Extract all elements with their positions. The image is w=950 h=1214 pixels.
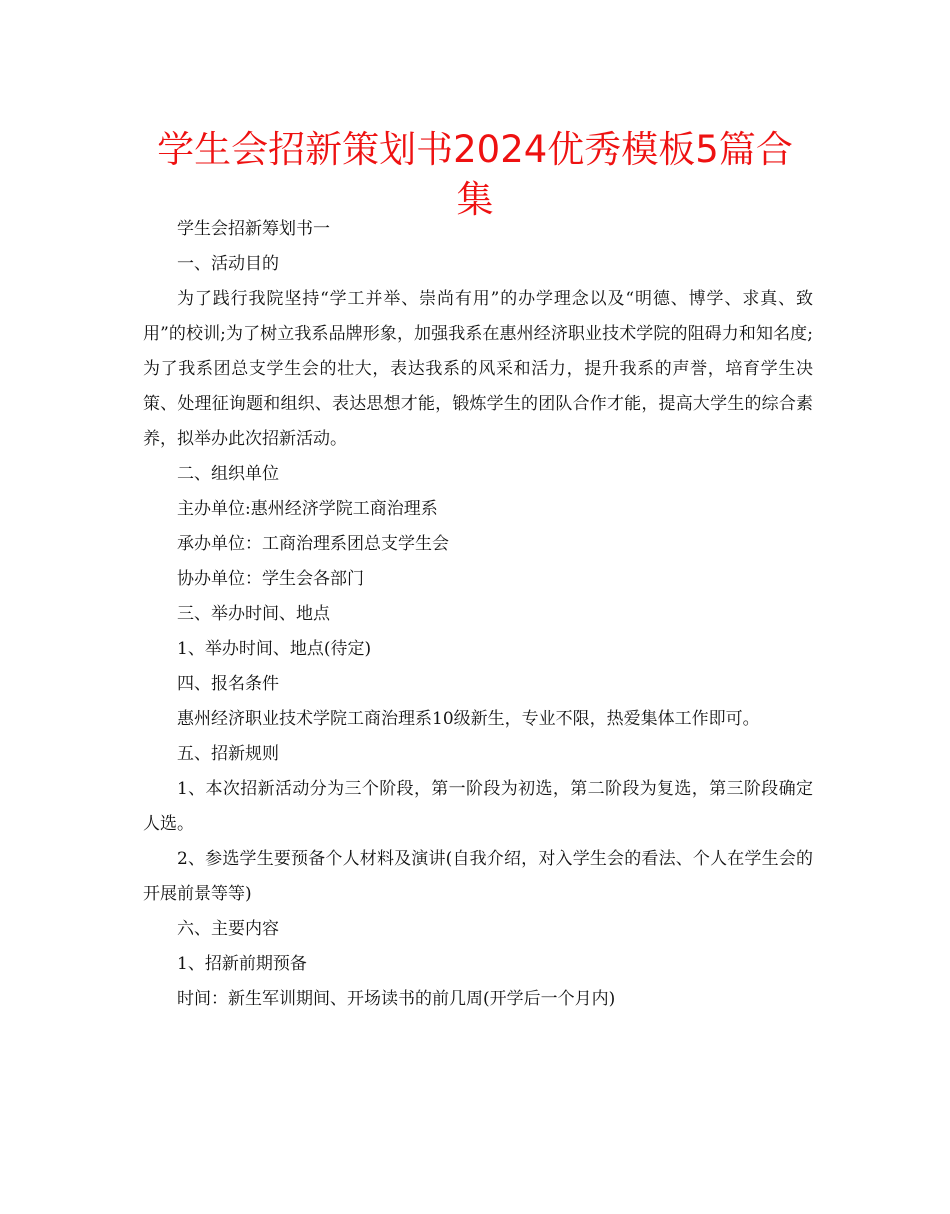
section-heading: 一、活动目的	[177, 254, 279, 274]
section-heading: 三、举办时间、地点	[177, 604, 330, 624]
paragraph: 主办单位:惠州经济学院工商治理系	[177, 499, 438, 519]
paragraph: 1、招新前期预备	[177, 954, 307, 974]
paragraph: 为了践行我院坚持“学工并举、崇尚有用”的办学理念以及“明德、博学、求真、致用”的校训;为了树立我系品牌形象，加强我系在惠州经济职业技术学院的阻碍力和知名度;为了我系团总支学生会的壮大，表达我系的风采和活力，提升我系的声誉，培育学生决策、处理征询题和组织、表达思想才能，锻炼学生的团队合作才能，提高大学生的综合素养，拟举办此次招新活动。	[143, 289, 813, 449]
paragraph: 惠州经济职业技术学院工商治理系10级新生，专业不限，热爱集体工作即可。	[177, 709, 760, 729]
section-heading: 五、招新规则	[177, 744, 279, 764]
document-title: 学生会招新策划书2024优秀模板5篇合集	[157, 128, 793, 221]
section-heading: 四、报名条件	[177, 674, 279, 694]
section-heading: 六、主要内容	[177, 919, 279, 939]
document-body	[143, 212, 813, 1017]
paragraph: 2、参选学生要预备个人材料及演讲(自我介绍，对入学生会的看法、个人在学生会的开展前景等等)	[143, 849, 813, 904]
paragraph: 时间：新生军训期间、开场读书的前几周(开学后一个月内)	[177, 989, 616, 1009]
paragraph: 1、本次招新活动分为三个阶段，第一阶段为初选，第二阶段为复选，第三阶段确定人选。	[143, 779, 813, 834]
paragraph: 1、举办时间、地点(待定)	[177, 639, 372, 659]
section-heading: 二、组织单位	[177, 464, 279, 484]
paragraph: 协办单位：学生会各部门	[177, 569, 364, 589]
paragraph-heading: 学生会招新筹划书一	[177, 219, 330, 239]
paragraph: 承办单位：工商治理系团总支学生会	[177, 534, 449, 554]
